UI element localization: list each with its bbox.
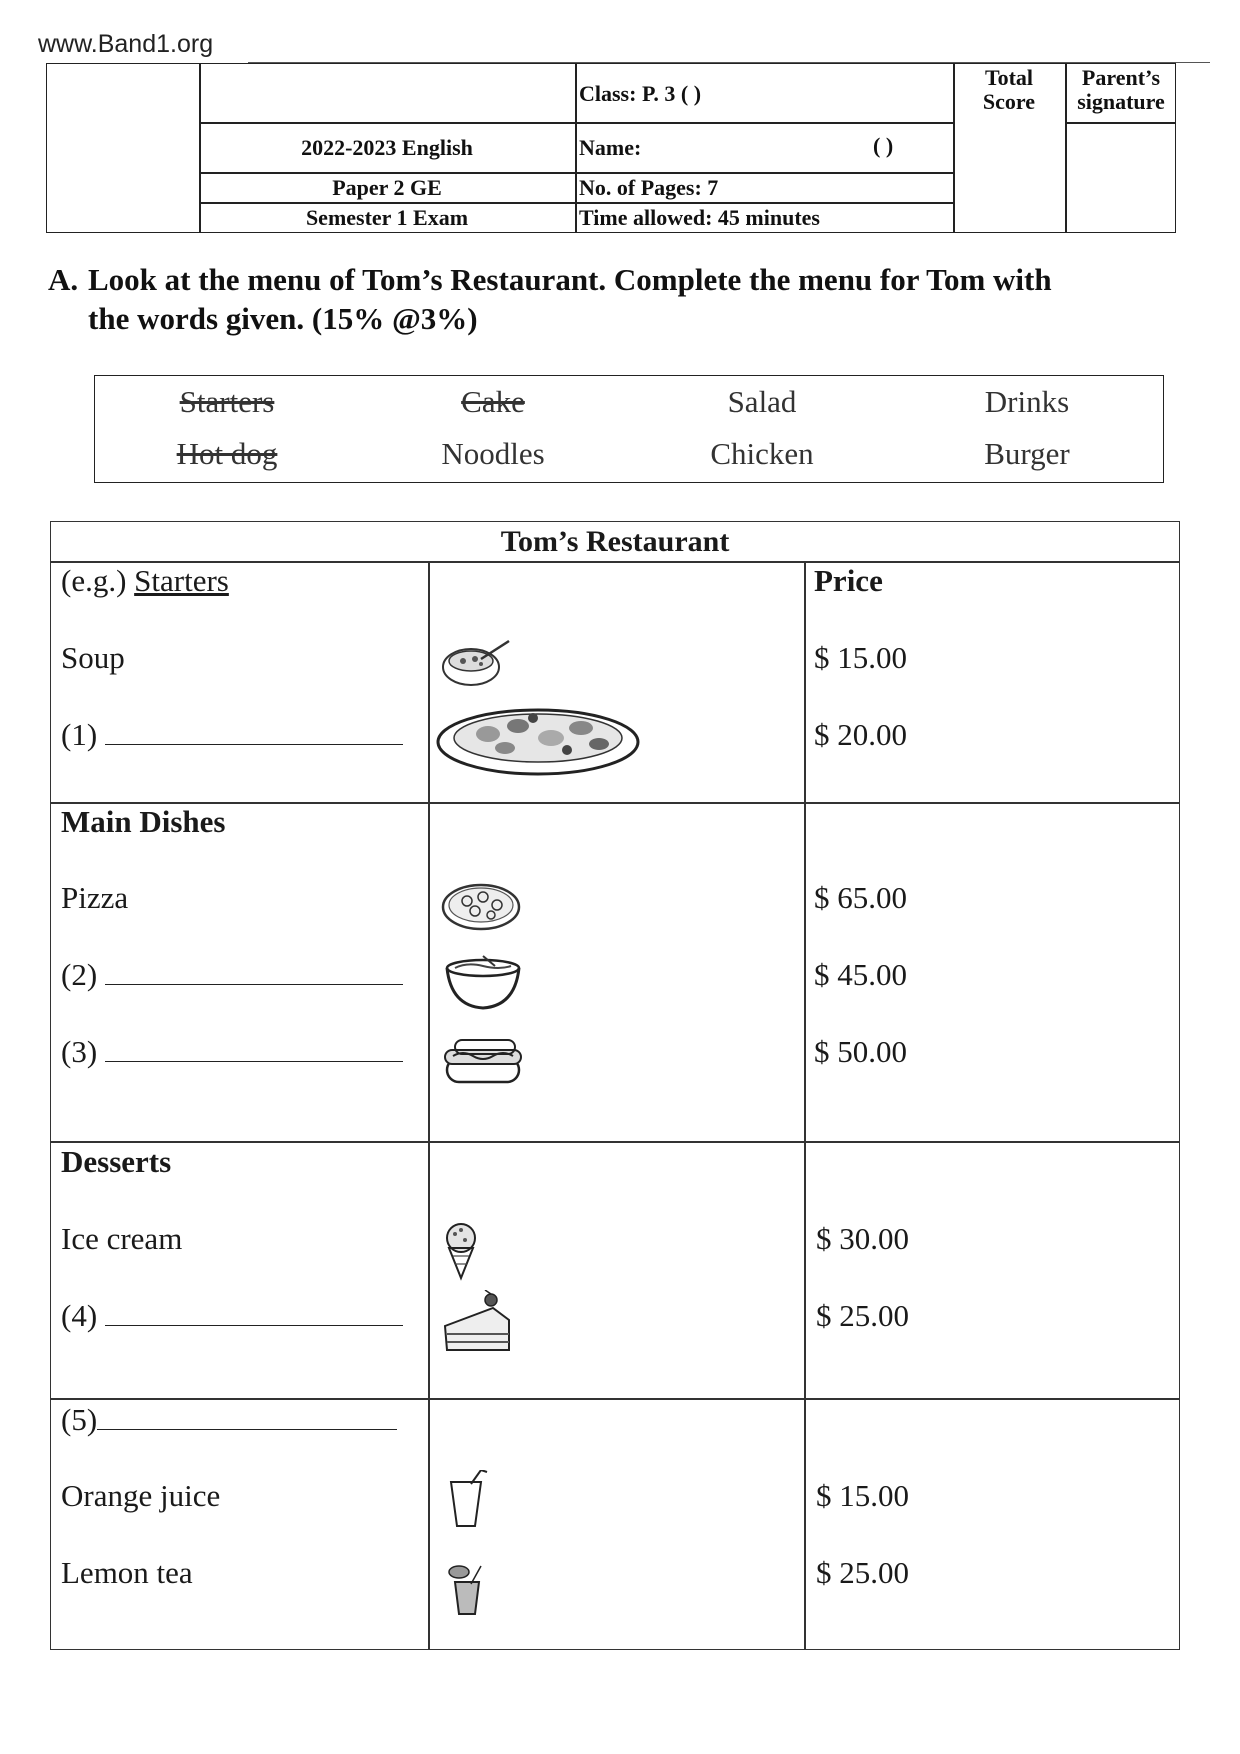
menu-title: Tom’s Restaurant bbox=[500, 525, 730, 558]
soup-bowl-icon bbox=[437, 637, 517, 693]
word-salad: Salad bbox=[727, 384, 797, 419]
answer-blank-2[interactable] bbox=[105, 958, 403, 985]
pizza-icon bbox=[439, 877, 527, 935]
cake-slice-icon bbox=[439, 1290, 519, 1356]
name-class-number: ( ) bbox=[873, 133, 894, 158]
total-score-label: Total Score bbox=[982, 65, 1036, 115]
orange-juice-price: $ 15.00 bbox=[816, 1478, 909, 1513]
answer-blank-5[interactable] bbox=[97, 1403, 397, 1430]
lemon-tea-price: $ 25.00 bbox=[816, 1555, 909, 1590]
exam-header-table bbox=[46, 63, 1176, 233]
ice-cream-label: Ice cream bbox=[61, 1221, 183, 1256]
main-dishes-heading: Main Dishes bbox=[61, 804, 226, 839]
word-chicken: Chicken bbox=[710, 436, 814, 471]
class-label: Class: P. 3 ( ) bbox=[579, 81, 702, 106]
word-hot-dog: Hot dog bbox=[176, 436, 278, 471]
word-burger: Burger bbox=[984, 436, 1070, 471]
q1-price: $ 20.00 bbox=[814, 717, 907, 752]
semester-label: Semester 1 Exam bbox=[305, 205, 469, 230]
ice-cream-price: $ 30.00 bbox=[816, 1221, 909, 1256]
q3-price: $ 50.00 bbox=[814, 1034, 907, 1069]
desserts-heading: Desserts bbox=[61, 1144, 172, 1179]
word-starters: Starters bbox=[179, 384, 275, 419]
soup-label: Soup bbox=[61, 640, 125, 675]
pizza-price: $ 65.00 bbox=[814, 880, 907, 915]
blank-1-row: (1) bbox=[61, 717, 403, 753]
menu-table bbox=[50, 521, 1180, 1650]
orange-juice-label: Orange juice bbox=[61, 1478, 221, 1513]
parent-signature-label: Parent’s signature bbox=[1077, 65, 1165, 115]
blank-3-row: (3) bbox=[61, 1034, 403, 1070]
word-drinks: Drinks bbox=[984, 384, 1070, 419]
hot-dog-icon bbox=[441, 1034, 527, 1090]
salad-plate-icon bbox=[433, 690, 643, 778]
lemon-tea-label: Lemon tea bbox=[61, 1555, 193, 1590]
word-bank bbox=[94, 375, 1164, 483]
answer-blank-1[interactable] bbox=[105, 718, 403, 745]
blank-5-row: (5) bbox=[61, 1402, 397, 1438]
word-noodles: Noodles bbox=[441, 436, 545, 471]
answer-blank-3[interactable] bbox=[105, 1035, 403, 1062]
blank-2-row: (2) bbox=[61, 957, 403, 993]
year-subject: 2022-2023 English bbox=[301, 135, 473, 160]
lemon-tea-icon bbox=[441, 1562, 491, 1622]
time-allowed-label: Time allowed: 45 minutes bbox=[579, 205, 820, 230]
example-row: (e.g.) Starters bbox=[61, 563, 229, 598]
watermark: www.Band1.org bbox=[38, 30, 214, 58]
soup-price: $ 15.00 bbox=[814, 640, 907, 675]
q4-price: $ 25.00 bbox=[816, 1298, 909, 1333]
question-title: A. Look at the menu of Tom’s Restaurant. Complete the menu for Tom with the words given. (15% @3%) bbox=[48, 262, 1052, 336]
q2-price: $ 45.00 bbox=[814, 957, 907, 992]
paper-label: Paper 2 GE bbox=[332, 175, 442, 200]
pages-label: No. of Pages: 7 bbox=[579, 175, 719, 200]
answer-blank-4[interactable] bbox=[105, 1299, 403, 1326]
juice-glass-icon bbox=[445, 1470, 489, 1528]
pizza-label: Pizza bbox=[61, 880, 129, 915]
price-header: Price bbox=[814, 563, 883, 598]
name-label: Name: bbox=[579, 135, 642, 160]
ice-cream-icon bbox=[441, 1220, 481, 1282]
word-cake: Cake bbox=[461, 384, 525, 419]
blank-4-row: (4) bbox=[61, 1298, 403, 1334]
noodle-bowl-icon bbox=[443, 954, 525, 1014]
